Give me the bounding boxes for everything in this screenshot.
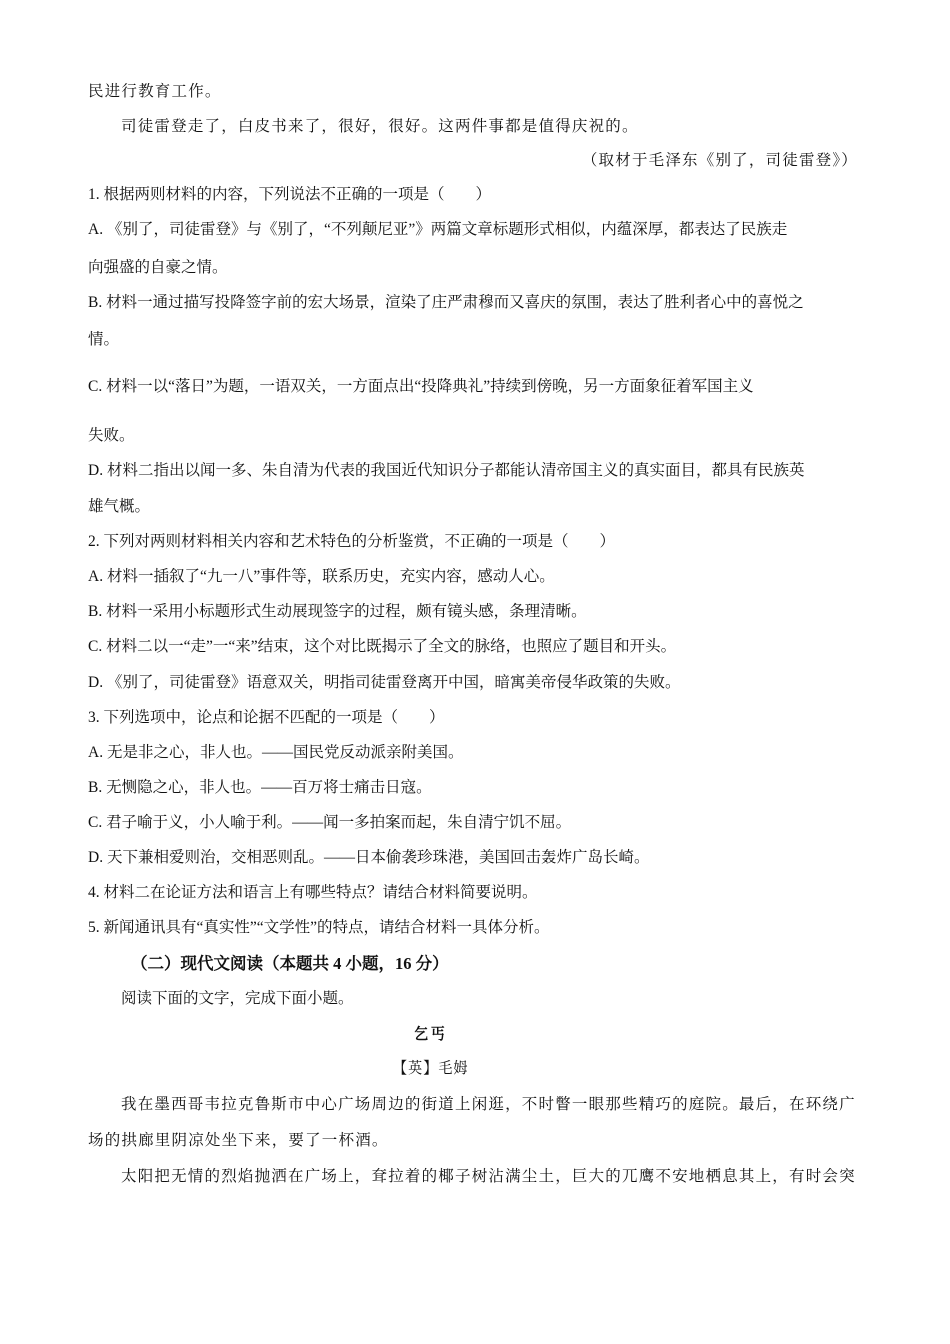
section-instruction: 阅读下面的文字，完成下面小题。 [121, 990, 354, 1007]
question-1-option-c-cont: 失败。 [88, 427, 135, 444]
question-3-option-b: B. 无恻隐之心，非人也。——百万将士痛击日寇。 [88, 779, 432, 796]
section-heading: （二）现代文阅读（本题共 4 小题，16 分） [131, 954, 449, 973]
story-paragraph-line: 太阳把无情的烈焰抛洒在广场上，耷拉着的椰子树沾满尘土，巨大的兀鹰不安地栖息其上，有时会突 [121, 1167, 856, 1185]
passage-line: 民进行教育工作。 [88, 82, 222, 100]
question-3-option-a: A. 无是非之心，非人也。——国民党反动派亲附美国。 [88, 744, 464, 761]
question-1-option-d: D. 材料二指出以闻一多、朱自清为代表的我国近代知识分子都能认清帝国主义的真实面目，都具有民族英 [88, 462, 805, 479]
question-3-option-d: D. 天下兼相爱则治，交相恶则乱。——日本偷袭珍珠港，美国回击轰炸广岛长崎。 [88, 849, 650, 866]
question-2-option-a: A. 材料一插叙了“九一八”事件等，联系历史，充实内容，感动人心。 [88, 568, 555, 585]
question-2-option-d: D. 《别了，司徒雷登》语意双关，明指司徒雷登离开中国，暗寓美帝侵华政策的失败。 [88, 674, 681, 691]
question-1-option-a-cont: 向强盛的自豪之情。 [88, 259, 228, 276]
question-2-stem: 2. 下列对两则材料相关内容和艺术特色的分析鉴赏，不正确的一项是（ ） [88, 533, 616, 550]
question-4: 4. 材料二在论证方法和语言上有哪些特点？请结合材料简要说明。 [88, 884, 538, 901]
question-1-option-a: A. 《别了，司徒雷登》与《别了，“不列颠尼亚”》两篇文章标题形式相似，内蕴深厚，都表达了民族走 [88, 221, 788, 238]
question-3-stem: 3. 下列选项中，论点和论据不匹配的一项是（ ） [88, 709, 445, 726]
question-5: 5. 新闻通讯具有“真实性”“文学性”的特点，请结合材料一具体分析。 [88, 919, 550, 936]
question-2-option-b: B. 材料一采用小标题形式生动展现签字的过程，颇有镜头感，条理清晰。 [88, 603, 587, 620]
story-paragraph-line: 场的拱廊里阴凉处坐下来，要了一杯酒。 [88, 1131, 389, 1149]
question-1-stem: 1. 根据两则材料的内容，下列说法不正确的一项是（ ） [88, 186, 492, 203]
question-1-option-b-cont: 情。 [88, 331, 120, 348]
question-1-option-c: C. 材料一以“落日”为题，一语双关，一方面点出“投降典礼”持续到傍晚，另一方面象征着军国主义 [88, 378, 754, 395]
passage-source: （取材于毛泽东《别了，司徒雷登》） [581, 151, 858, 169]
story-title: 乞丐 [414, 1024, 448, 1043]
question-1-option-d-cont: 雄气概。 [88, 498, 151, 515]
question-1-option-b: B. 材料一通过描写投降签字前的宏大场景，渲染了庄严肃穆而又喜庆的氛围，表达了胜利者心中的喜悦之 [88, 294, 804, 311]
story-author: 【英】毛姆 [392, 1059, 469, 1077]
question-3-option-c: C. 君子喻于义，小人喻于利。——闻一多拍案而起，朱自清宁饥不屈。 [88, 814, 572, 831]
story-paragraph-line: 我在墨西哥韦拉克鲁斯市中心广场周边的街道上闲逛，不时瞥一眼那些精巧的庭院。最后，在环绕广 [121, 1095, 856, 1113]
passage-line: 司徒雷登走了，白皮书来了，很好，很好。这两件事都是值得庆祝的。 [121, 117, 639, 135]
question-2-option-c: C. 材料二以一“走”一“来”结束，这个对比既揭示了全文的脉络，也照应了题目和开头。 [88, 638, 677, 655]
